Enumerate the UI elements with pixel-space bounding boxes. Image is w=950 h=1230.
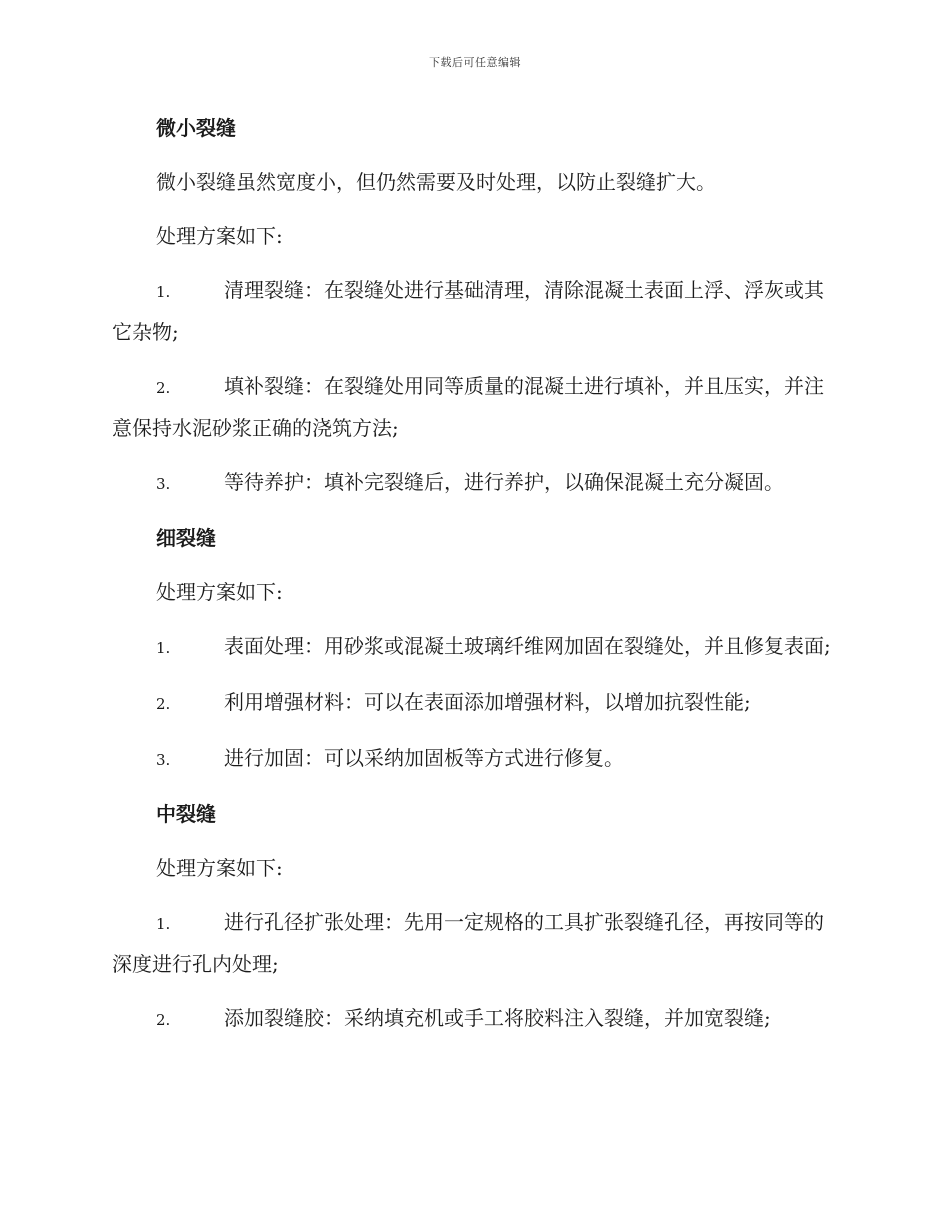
- list-item: [112, 626, 836, 668]
- list-item: [112, 462, 836, 504]
- list-item-number: 2.: [156, 1011, 171, 1029]
- document-body: [112, 108, 836, 1054]
- section-lead: 处理方案如下:: [156, 856, 283, 880]
- section-heading-micro-crack: 微小裂缝: [156, 116, 236, 140]
- list-item-text: 进行加固：可以采纳加固板等方式进行修复。: [224, 746, 624, 770]
- list-item-text: 等待养护：填补完裂缝后，进行养护，以确保混凝土充分凝固。: [224, 470, 784, 494]
- section-heading-medium-crack: 中裂缝: [156, 802, 216, 826]
- page-header: 下载后可任意编辑: [429, 56, 521, 69]
- section-lead: 处理方案如下:: [156, 224, 283, 248]
- list-item: [112, 682, 836, 724]
- list-item-number: 1.: [156, 639, 171, 657]
- list-item-number: 3.: [156, 475, 171, 493]
- list-item-number: 1.: [156, 915, 171, 933]
- list-item-number: 3.: [156, 751, 171, 769]
- list-item: [112, 270, 836, 352]
- section-intro: 微小裂缝虽然宽度小，但仍然需要及时处理，以防止裂缝扩大。: [156, 170, 716, 194]
- list-item-number: 2.: [156, 695, 171, 713]
- list-item: [112, 902, 836, 984]
- section-heading-fine-crack: 细裂缝: [156, 526, 216, 550]
- list-item-number: 1.: [156, 283, 171, 301]
- list-item-text: 利用增强材料：可以在表面添加增强材料，以增加抗裂性能;: [224, 690, 751, 714]
- list-item-text: 填补裂缝：在裂缝处用同等质量的混凝土进行填补，并且压实，并注意保持水泥砂浆正确的浇筑方法;: [112, 374, 824, 440]
- list-item-text: 表面处理：用砂浆或混凝土玻璃纤维网加固在裂缝处，并且修复表面;: [224, 634, 831, 658]
- section-lead: 处理方案如下:: [156, 580, 283, 604]
- list-item-text: 清理裂缝：在裂缝处进行基础清理，清除混凝土表面上浮、浮灰或其它杂物;: [112, 278, 824, 344]
- list-item: [112, 998, 836, 1040]
- list-item-text: 添加裂缝胶：采纳填充机或手工将胶料注入裂缝，并加宽裂缝;: [224, 1006, 771, 1030]
- list-item: [112, 738, 836, 780]
- list-item-text: 进行孔径扩张处理：先用一定规格的工具扩张裂缝孔径，再按同等的深度进行孔内处理;: [112, 910, 824, 976]
- list-item-number: 2.: [156, 379, 171, 397]
- list-item: [112, 366, 836, 448]
